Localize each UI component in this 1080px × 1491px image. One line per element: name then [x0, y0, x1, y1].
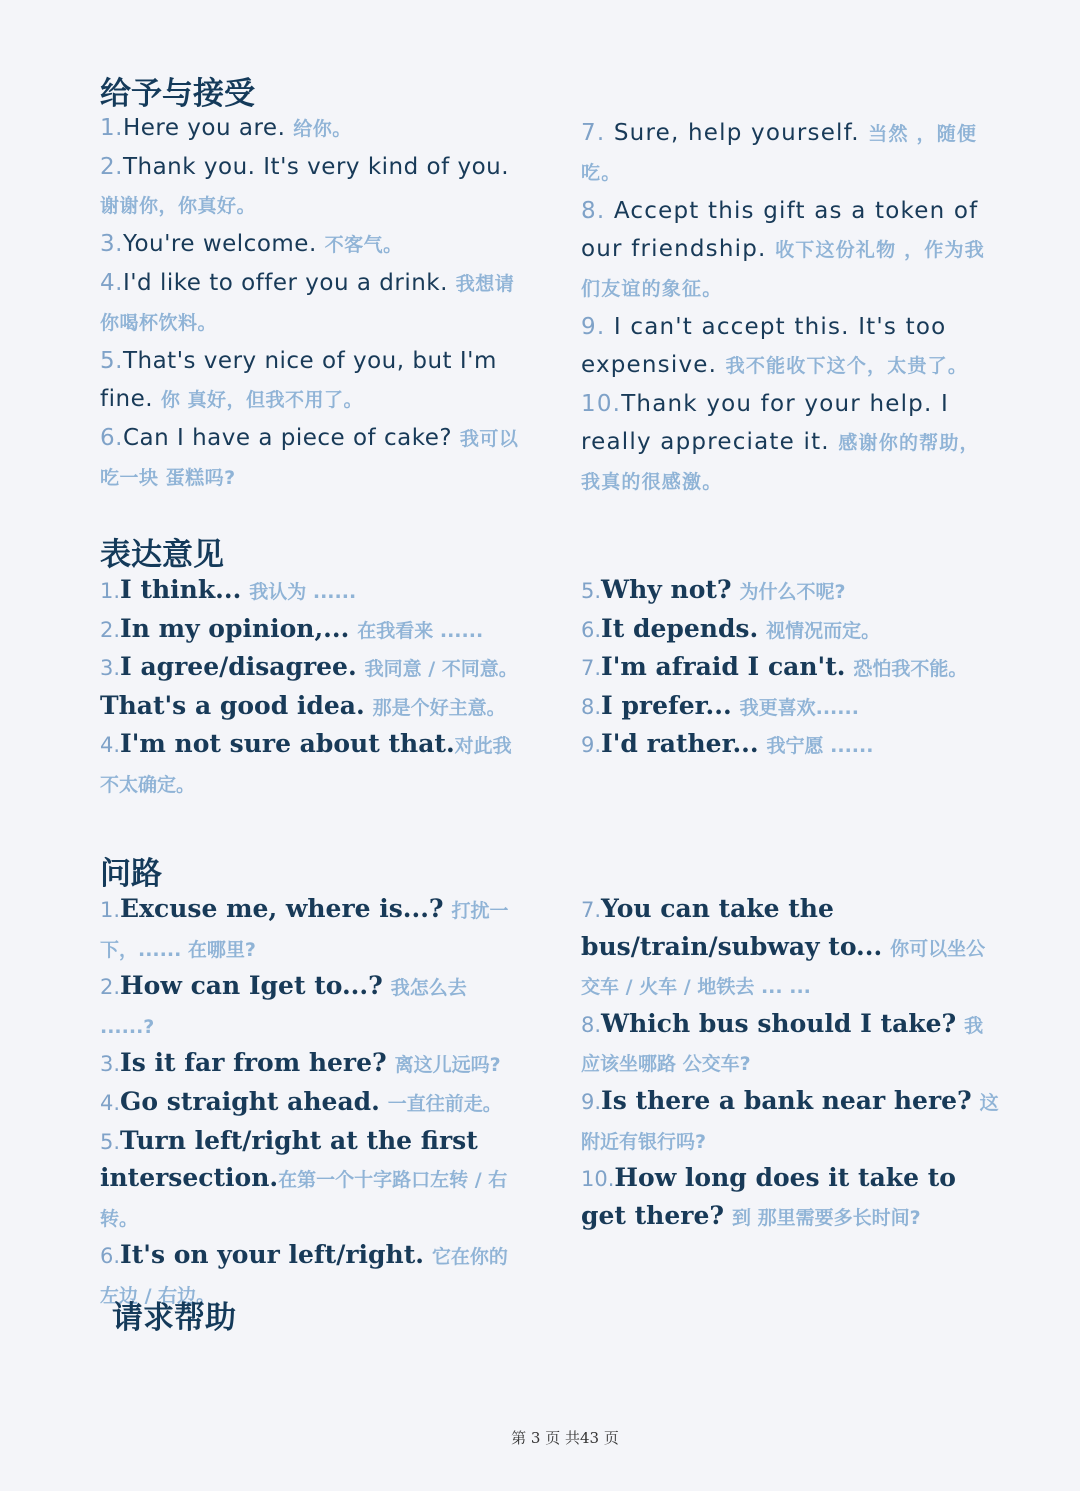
list-item: 3.I agree/disagree. 我同意 / 不同意。 — [100, 652, 518, 682]
list-item: 5.Turn left/right at the first intersection.在第一个十字路口左转 / 右转。 — [100, 1125, 508, 1230]
phrase-list-right — [581, 572, 1001, 765]
section-heading: 给予与接受 — [100, 76, 255, 112]
phrase-list-right — [581, 114, 1001, 501]
list-item: 6.It depends. 视情况而定。 — [581, 613, 881, 643]
list-item: 7. Sure, help yourself. 当然 ，随便吃。 — [581, 120, 978, 184]
list-item: 8. Accept this gift as a token of our friendship. 收下这份礼物 ，作为我们友谊的象征。 — [581, 198, 985, 300]
list-item: 10.How long does it take to get there? 到 那里需要多长时间? — [581, 1163, 956, 1230]
phrase-list-left — [100, 572, 520, 804]
list-item: 3.You're welcome. 不客气。 — [100, 231, 403, 257]
list-item: 9.I'd rather... 我宁愿 ...... — [581, 729, 874, 759]
list-item: 5.Why not? 为什么不呢? — [581, 575, 846, 604]
list-item: 2.In my opinion,... 在我看来 ...... — [100, 613, 484, 643]
list-item: 10.Thank you for your help. I really appreciate it. 感谢你的帮助， 我真的很感激。 — [581, 391, 980, 493]
list-item: 9.Is there a bank near here? 这附近有银行吗? — [581, 1085, 999, 1153]
list-item: 7.You can take the bus/train/subway to... 你可以坐公交车 / 火车 / 地铁去 ... ... — [581, 894, 986, 999]
list-item: 7.I'm afraid I can't. 恐怕我不能。 — [581, 652, 968, 682]
list-item: 4.I'm not sure about that.对此我不太确定。 — [100, 729, 512, 796]
list-item: 6.It's on your left/right. 它在你的左边 / 右边。 — [100, 1240, 508, 1307]
list-item: 1.Excuse me, where is...? 打扰一下，...... 在哪里? — [100, 894, 509, 961]
list-item: 3.Is it far from here? 离这儿远吗? — [100, 1048, 501, 1078]
list-item: 1.Here you are. 给你。 — [100, 115, 352, 141]
list-item: 4.Go straight ahead. 一直往前走。 — [100, 1086, 502, 1116]
section-heading: 表达意见 — [100, 537, 224, 573]
list-item: 6.Can I have a piece of cake? 我可以吃一块 蛋糕吗? — [100, 425, 519, 489]
list-item: 8.Which bus should I take? 我应该坐哪路 公交车? — [581, 1008, 984, 1076]
list-item: 2.How can Iget to...? 我怎么去 ......? — [100, 971, 467, 1038]
list-item: 8.I prefer... 我更喜欢...... — [581, 690, 859, 720]
list-item: 5.That's very nice of you, but I'm fine. 你 真好，但我不用了。 — [100, 348, 497, 412]
page-footer: 第 3 页 共43 页 — [511, 1429, 619, 1447]
section-heading: 请求帮助 — [112, 1300, 236, 1336]
section-heading: 问路 — [100, 856, 162, 892]
list-item: 9. I can't accept this. It's too expensive. 我不能收下这个，太贵了。 — [581, 314, 969, 378]
phrase-list-left — [100, 891, 520, 1315]
list-item: That's a good idea. 那是个好主意。 — [100, 690, 506, 720]
list-item: 4.I'd like to offer you a drink. 我想请你喝杯饮料。 — [100, 270, 515, 334]
phrase-list-right — [581, 891, 1001, 1236]
list-item: 2.Thank you. It's very kind of you. 谢谢你，你真好。 — [100, 154, 510, 217]
phrase-list-left — [100, 109, 520, 497]
list-item: 1.I think... 我认为 ...... — [100, 575, 357, 604]
